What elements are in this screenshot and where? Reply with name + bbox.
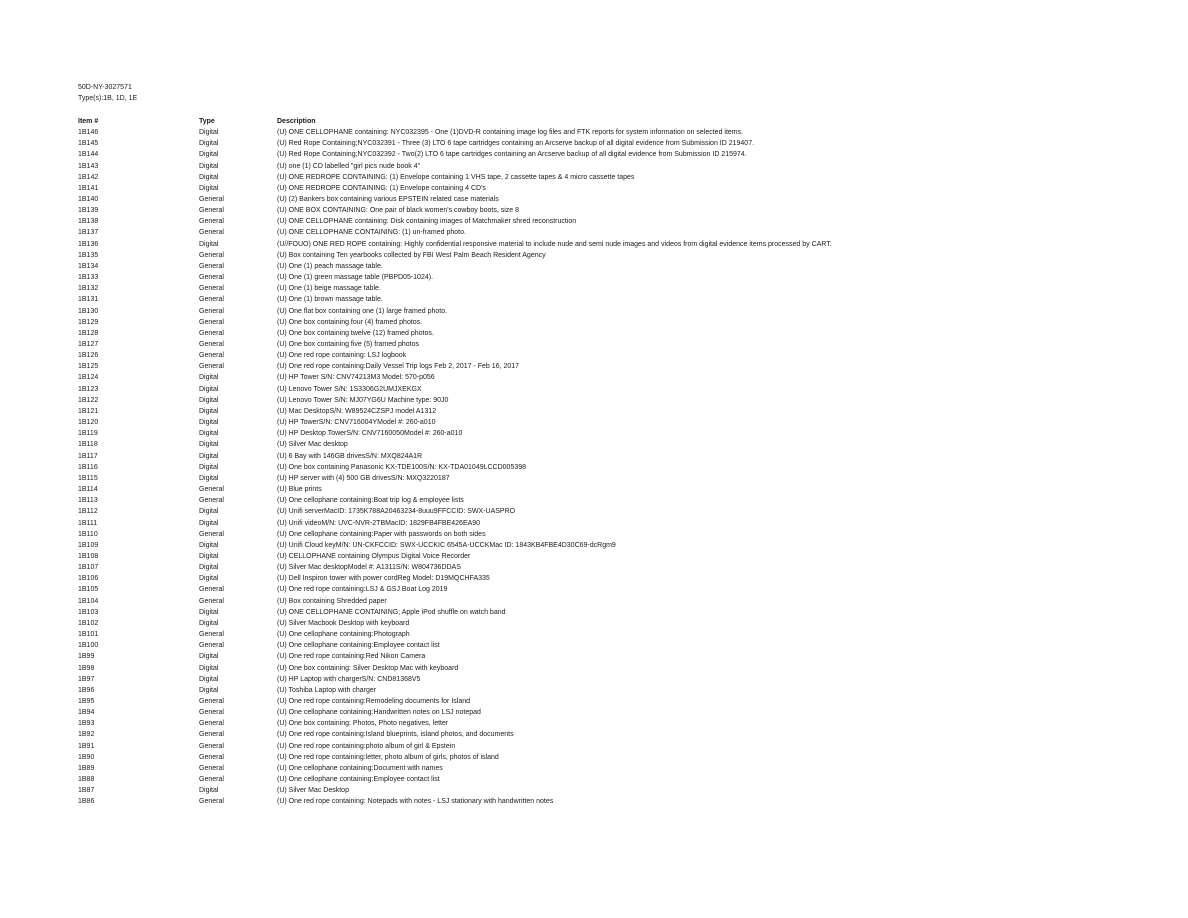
description-cell: (U) Silver Macbook Desktop with keyboard <box>277 619 410 627</box>
type-cell: Digital <box>199 441 219 449</box>
table-row <box>78 350 1158 361</box>
description-cell: (U) Unifi videoM/N: UVC-NVR-2TBMacID: 1829FB4FBE426EA90 <box>277 519 481 527</box>
type-cell: General <box>199 229 224 237</box>
description-cell: (U) one (1) CD labelled "girl pics nude book 4" <box>277 162 421 170</box>
description-cell: (U) HP Tower S/N: CNV74213M3 Model: 570-p056 <box>277 374 435 382</box>
type-cell: Digital <box>199 162 219 170</box>
type-cell: Digital <box>199 452 219 460</box>
type-cell: General <box>199 753 224 761</box>
type-cell: Digital <box>199 552 219 560</box>
document-page <box>78 82 1158 808</box>
type-cell: General <box>199 742 224 750</box>
description-cell: (U) ONE CELLOPHANE CONTAINING; Apple iPod shuffle on watch band <box>277 608 506 616</box>
item-number-cell: 1B145 <box>78 140 99 148</box>
item-number-cell: 1B91 <box>78 742 95 750</box>
type-cell: Digital <box>199 396 219 404</box>
item-number-cell: 1B117 <box>78 452 98 460</box>
description-cell: (U) One box containing Panasonic KX-TDE100S/N: KX-TDA01049LCCD005398 <box>277 463 527 471</box>
item-number-cell: 1B92 <box>78 731 95 739</box>
type-cell: General <box>199 709 224 717</box>
type-cell: General <box>199 352 224 360</box>
description-cell: (U) One (1) green massage table (PBPD05-1024). <box>277 274 434 282</box>
item-number-cell: 1B109 <box>78 541 99 549</box>
item-number-cell: 1B95 <box>78 698 95 705</box>
table-row <box>78 216 1158 227</box>
header-description: Description <box>277 117 316 125</box>
item-number-cell: 1B113 <box>78 497 98 505</box>
item-number-cell: 1B141 <box>78 184 99 192</box>
table-row <box>78 707 1158 718</box>
description-cell: (U) Silver Mac desktop <box>277 441 348 449</box>
table-row <box>78 551 1158 562</box>
type-cell: General <box>199 285 224 293</box>
description-cell: (U) Red Rope Containing;NYC032391 - Three (3) LTO 6 tape cartridges containing an Arcserve backup of all digital evidence from Submission ID 219407. <box>277 140 755 148</box>
type-cell: General <box>199 530 224 538</box>
item-number-cell: 1B121 <box>78 407 99 415</box>
description-cell: (U//FOUO) ONE RED ROPE containing: Highly confidential responsive material to include nude and semi nude images and videos from digital evidence items processed by CART. <box>277 240 832 248</box>
table-row <box>78 629 1158 640</box>
item-number-cell: 1B142 <box>78 173 99 181</box>
type-cell: Digital <box>199 430 219 438</box>
item-number-cell: 1B132 <box>78 285 99 293</box>
description-cell: (U) Silver Mac Desktop <box>277 787 349 795</box>
type-cell: General <box>199 776 224 784</box>
item-number-cell: 1B119 <box>78 430 98 438</box>
table-row <box>78 451 1158 462</box>
type-cell: Digital <box>199 129 219 137</box>
item-number-cell: 1B127 <box>78 341 99 348</box>
table-row <box>78 372 1158 383</box>
item-number-cell: 1B106 <box>78 575 99 583</box>
item-number-cell: 1B122 <box>78 396 99 404</box>
type-cell: Digital <box>199 508 219 516</box>
table-row <box>78 685 1158 696</box>
description-cell: (U) Dell Inspiron tower with power cordReg Model: D19MQCHFA335 <box>277 575 490 583</box>
table-row <box>78 439 1158 450</box>
item-number-cell: 1B123 <box>78 385 99 393</box>
type-cell: General <box>199 698 224 705</box>
item-number-cell: 1B96 <box>78 686 95 694</box>
type-cell: General <box>199 586 224 594</box>
table-row <box>78 428 1158 439</box>
type-cell: General <box>199 731 224 739</box>
description-cell: (U) One box containing five (5) framed photos <box>277 341 420 348</box>
item-number-cell: 1B116 <box>78 463 98 471</box>
description-cell: (U) One box containing twelve (12) framed photos. <box>277 329 434 337</box>
type-cell: General <box>199 307 224 315</box>
item-number-cell: 1B94 <box>78 709 95 717</box>
table-row <box>78 774 1158 785</box>
table-row <box>78 250 1158 261</box>
item-number-cell: 1B137 <box>78 229 99 237</box>
item-number-cell: 1B112 <box>78 508 98 516</box>
table-row <box>78 328 1158 339</box>
case-number: 50D-NY-3027571 <box>78 84 132 91</box>
item-number-cell: 1B124 <box>78 374 99 382</box>
table-row <box>78 741 1158 752</box>
description-cell: (U) One cellophane containing:Employee contact list <box>277 642 440 650</box>
type-cell: General <box>199 296 224 304</box>
item-number-cell: 1B110 <box>78 530 98 538</box>
description-cell: (U) One cellophane containing:Photograph <box>277 631 410 639</box>
type-cell: General <box>199 363 224 371</box>
table-row <box>78 317 1158 328</box>
table-row <box>78 651 1158 662</box>
type-cell: General <box>199 274 224 282</box>
description-cell: (U) Blue prints <box>277 486 322 494</box>
description-cell: (U) ONE CELLOPHANE containing: NYC032395 - One (1)DVD-R containing image log files and FTK reports for system information on selected items. <box>277 129 744 137</box>
type-cell: Digital <box>199 140 219 148</box>
item-number-cell: 1B129 <box>78 318 99 326</box>
item-number-cell: 1B111 <box>78 519 98 527</box>
item-number-cell: 1B146 <box>78 129 99 137</box>
description-cell: (U) One red rope containing:letter, photo album of girls, photos of island <box>277 753 499 761</box>
description-cell: (U) ONE REDROPE CONTAINING: (1) Envelope containing 1 VHS tape, 2 cassette tapes & 4 micro cassette tapes <box>277 173 635 181</box>
description-cell: (U) HP TowerS/N: CNV716004YModel #: 260-a010 <box>277 419 436 427</box>
type-cell: General <box>199 218 224 226</box>
table-row <box>78 406 1158 417</box>
item-number-cell: 1B86 <box>78 798 95 806</box>
type-cell: Digital <box>199 385 219 393</box>
type-cell: General <box>199 631 224 639</box>
item-number-cell: 1B89 <box>78 764 95 772</box>
description-cell: (U) One red rope containing:Red Nikon Camera <box>277 653 426 661</box>
description-cell: (U) One cellophane containing:Handwritten notes on LSJ notepad <box>277 709 481 717</box>
type-cell: General <box>199 720 224 728</box>
table-row <box>78 785 1158 796</box>
types-line: Type(s):1B, 1D, 1E <box>78 95 138 103</box>
table-row <box>78 194 1158 205</box>
type-cell: Digital <box>199 619 219 627</box>
item-number-cell: 1B131 <box>78 296 99 304</box>
table-row <box>78 417 1158 428</box>
item-number-cell: 1B87 <box>78 787 95 795</box>
item-number-cell: 1B144 <box>78 151 99 159</box>
table-row <box>78 540 1158 551</box>
table-row <box>78 584 1158 595</box>
table-row <box>78 239 1158 250</box>
item-number-cell: 1B115 <box>78 474 98 482</box>
description-cell: (U) One red rope containing:LSJ & GSJ Boat Log 2019 <box>277 586 448 594</box>
description-cell: (U) Toshiba Laptop with charger <box>277 686 377 694</box>
description-cell: (U) Unifi Cloud keyM/N: UN-CKFCCID: SWX-UCCKIC 6545A-UCCKMac ID: 1843KB4FBE4D30C69-dcRgm9 <box>277 541 616 549</box>
description-cell: (U) One red rope containing: Notepads with notes - LSJ stationary with handwritten notes <box>277 798 554 806</box>
description-cell: (U) (2) Bankers box containing various EPSTEIN related case materials <box>277 195 499 203</box>
type-cell: General <box>199 329 224 337</box>
description-cell: (U) HP server with (4) 500 GB drivesS/N: MXQ3220187 <box>277 474 450 482</box>
header-type: Type <box>199 117 215 125</box>
description-cell: (U) One box containing four (4) framed photos. <box>277 318 423 326</box>
type-cell: General <box>199 798 224 806</box>
table-row <box>78 518 1158 529</box>
item-number-cell: 1B103 <box>78 608 99 616</box>
table-row <box>78 127 1158 138</box>
table-row <box>78 473 1158 484</box>
description-cell: (U) ONE BOX CONTAINING: One pair of black women's cowboy boots, size 8 <box>277 207 520 215</box>
description-cell: (U) One cellophane containing:Employee contact list <box>277 776 440 784</box>
item-number-cell: 1B97 <box>78 675 95 683</box>
item-number-cell: 1B126 <box>78 352 99 360</box>
table-header-row <box>78 116 1158 127</box>
description-cell: (U) Red Rope Containing;NYC032392 - Two(2) LTO 6 tape cartridges containing an Arcserve backup of all digital evidence from Submission ID 215974. <box>277 151 747 159</box>
table-row <box>78 796 1158 807</box>
item-number-cell: 1B125 <box>78 363 99 371</box>
item-number-cell: 1B88 <box>78 776 95 784</box>
table-row <box>78 752 1158 763</box>
type-cell: General <box>199 597 224 605</box>
table-row <box>78 495 1158 506</box>
type-cell: General <box>199 195 224 203</box>
description-cell: (U) One (1) brown massage table. <box>277 296 383 304</box>
table-row <box>78 272 1158 283</box>
table-row <box>78 149 1158 160</box>
table-row <box>78 294 1158 305</box>
description-cell: (U) HP Laptop with chargerS/N: CND81368V5 <box>277 675 421 683</box>
table-row <box>78 718 1158 729</box>
item-number-cell: 1B130 <box>78 307 99 315</box>
table-row <box>78 384 1158 395</box>
item-number-cell: 1B114 <box>78 486 98 494</box>
description-cell: (U) ONE CELLOPHANE containing: Disk containing images of Matchmaker shred reconstruction <box>277 218 577 226</box>
type-cell: Digital <box>199 240 219 248</box>
table-row <box>78 395 1158 406</box>
evidence-table-body <box>78 127 1158 808</box>
type-cell: Digital <box>199 653 219 661</box>
type-cell: Digital <box>199 463 219 471</box>
table-row <box>78 663 1158 674</box>
table-row <box>78 339 1158 350</box>
type-cell: General <box>199 642 224 650</box>
description-cell: (U) CELLOPHANE containing Olympus Digital Voice Recorder <box>277 552 471 560</box>
table-row <box>78 261 1158 272</box>
description-cell: (U) HP Desktop TowerS/N: CNV7160050Model #: 260-a010 <box>277 430 463 438</box>
description-cell: (U) Lenovo Tower S/N: 1S3306G2UMJXEKGX <box>277 385 422 393</box>
table-row <box>78 462 1158 473</box>
description-cell: (U) ONE REDROPE CONTAINING: (1) Envelope containing 4 CD's <box>277 184 486 192</box>
table-row <box>78 596 1158 607</box>
description-cell: (U) 6 Bay with 146GB drivesS/N: MXQ824A1R <box>277 452 423 460</box>
table-row <box>78 183 1158 194</box>
table-row <box>78 640 1158 651</box>
description-cell: (U) One red rope containing: LSJ logbook <box>277 352 407 360</box>
type-cell: General <box>199 262 224 270</box>
type-cell: General <box>199 207 224 215</box>
item-number-cell: 1B138 <box>78 218 99 226</box>
table-row <box>78 573 1158 584</box>
description-cell: (U) One cellophane containing:Paper with passwords on both sides <box>277 530 486 538</box>
description-cell: (U) One red rope containing:Remodeling documents for Island <box>277 698 470 705</box>
type-cell: General <box>199 251 224 259</box>
type-cell: Digital <box>199 474 219 482</box>
type-cell: Digital <box>199 151 219 159</box>
table-row <box>78 607 1158 618</box>
item-number-cell: 1B101 <box>78 631 99 639</box>
item-number-cell: 1B105 <box>78 586 99 594</box>
description-cell: (U) One red rope containing:photo album of girl & Epstein <box>277 742 456 750</box>
item-number-cell: 1B139 <box>78 207 99 215</box>
type-cell: General <box>199 497 224 505</box>
header-item-number: Item # <box>78 117 99 125</box>
item-number-cell: 1B133 <box>78 274 99 282</box>
item-number-cell: 1B134 <box>78 262 99 270</box>
description-cell: (U) One box containing: Photos, Photo negatives, letter <box>277 720 449 728</box>
table-row <box>78 562 1158 573</box>
table-row <box>78 283 1158 294</box>
description-cell: (U) One cellophane containing:Document with names <box>277 764 443 772</box>
description-cell: (U) Box containing Shredded paper <box>277 597 387 605</box>
type-cell: Digital <box>199 419 219 427</box>
description-cell: (U) One red rope containing:Island blueprints, island photos, and documents <box>277 731 514 739</box>
item-number-cell: 1B90 <box>78 753 95 761</box>
item-number-cell: 1B93 <box>78 720 95 728</box>
type-cell: Digital <box>199 675 219 683</box>
table-row <box>78 227 1158 238</box>
item-number-cell: 1B107 <box>78 564 99 572</box>
table-row <box>78 484 1158 495</box>
type-cell: Digital <box>199 541 219 549</box>
type-cell: Digital <box>199 686 219 694</box>
description-cell: (U) One (1) peach massage table. <box>277 262 383 270</box>
type-cell: Digital <box>199 173 219 181</box>
description-cell: (U) Box containing Ten yearbooks collected by FBI West Palm Beach Resident Agency <box>277 251 546 259</box>
table-row <box>78 138 1158 149</box>
type-cell: Digital <box>199 184 219 192</box>
table-row <box>78 161 1158 172</box>
type-cell: General <box>199 341 224 348</box>
type-cell: General <box>199 764 224 772</box>
item-number-cell: 1B120 <box>78 419 99 427</box>
item-number-cell: 1B135 <box>78 251 99 259</box>
description-cell: (U) Unifi serverMacID: 1735K788A20463234-8uuu9FFCCID: SWX-UASPRO <box>277 508 516 516</box>
table-row <box>78 529 1158 540</box>
type-cell: Digital <box>199 407 219 415</box>
item-number-cell: 1B118 <box>78 441 98 449</box>
item-number-cell: 1B140 <box>78 195 99 203</box>
table-row <box>78 205 1158 216</box>
type-cell: Digital <box>199 664 219 672</box>
item-number-cell: 1B99 <box>78 653 95 661</box>
item-number-cell: 1B98 <box>78 664 95 672</box>
table-row <box>78 763 1158 774</box>
table-row <box>78 306 1158 317</box>
item-number-cell: 1B104 <box>78 597 99 605</box>
item-number-cell: 1B108 <box>78 552 99 560</box>
type-cell: General <box>199 486 224 494</box>
table-row <box>78 696 1158 707</box>
type-cell: Digital <box>199 564 219 572</box>
description-cell: (U) Mac DesktopS/N: W89524CZSPJ model A1312 <box>277 407 437 415</box>
type-cell: Digital <box>199 374 219 382</box>
table-row <box>78 506 1158 517</box>
table-row <box>78 172 1158 183</box>
description-cell: (U) One flat box containing one (1) large framed photo. <box>277 307 448 315</box>
description-cell: (U) One (1) beige massage table. <box>277 285 381 293</box>
description-cell: (U) ONE CELLOPHANE CONTAINING: (1) un-framed photo. <box>277 229 466 237</box>
description-cell: (U) One cellophane containing:Boat trip log & employee lists <box>277 497 464 505</box>
spacer <box>78 104 1158 116</box>
table-row <box>78 618 1158 629</box>
item-number-cell: 1B136 <box>78 240 99 248</box>
description-cell: (U) One red rope containing:Daily Vessel Trip logs Feb 2, 2017 - Feb 16, 2017 <box>277 363 520 371</box>
table-row <box>78 361 1158 372</box>
type-cell: Digital <box>199 787 219 795</box>
type-cell: Digital <box>199 519 219 527</box>
table-row <box>78 674 1158 685</box>
type-cell: Digital <box>199 575 219 583</box>
description-cell: (U) Silver Mac desktopModel #: A1311S/N: W804736DDAS <box>277 564 461 572</box>
table-row <box>78 729 1158 740</box>
item-number-cell: 1B100 <box>78 642 99 650</box>
description-cell: (U) Lenovo Tower S/N: MJ07YG6U Machine type: 90J0 <box>277 396 449 404</box>
type-cell: General <box>199 318 224 326</box>
item-number-cell: 1B102 <box>78 619 99 627</box>
description-cell: (U) One box containing: Silver Desktop Mac with keyboard <box>277 664 459 672</box>
item-number-cell: 1B128 <box>78 329 99 337</box>
type-cell: Digital <box>199 608 219 616</box>
item-number-cell: 1B143 <box>78 162 99 170</box>
